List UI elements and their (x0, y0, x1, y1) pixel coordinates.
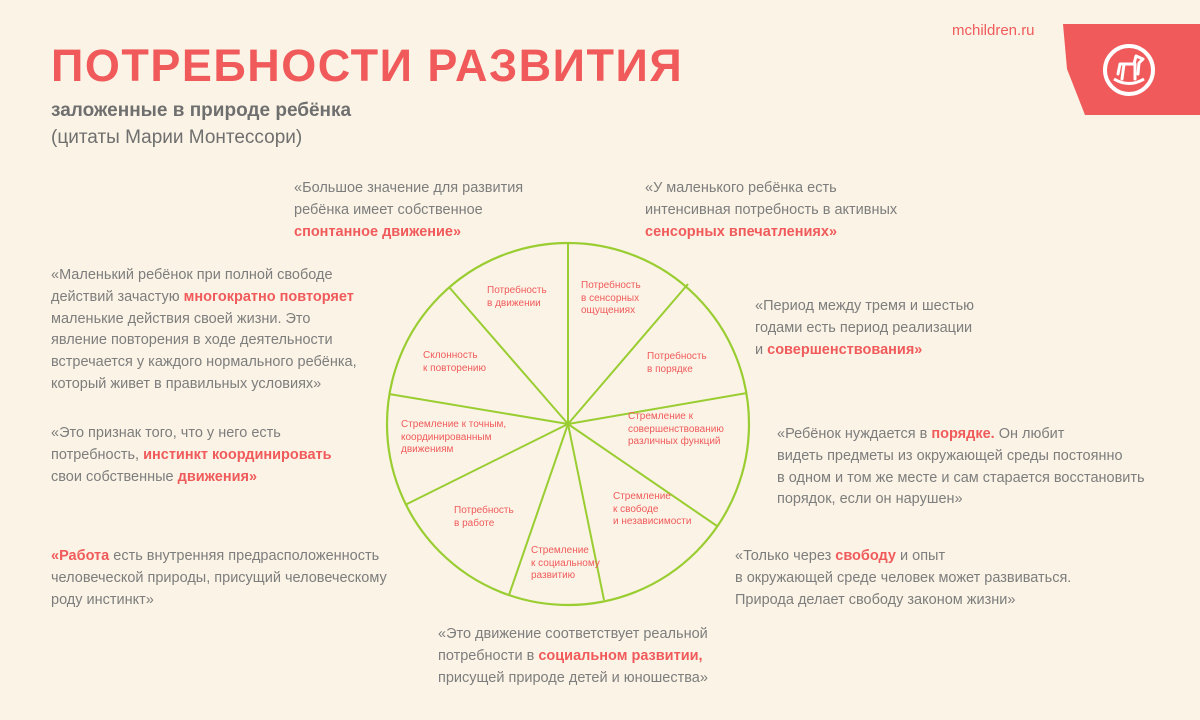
quote-highlight: многократно повторяет (183, 288, 354, 305)
quote-line (51, 546, 387, 568)
quote-highlight: спонтанное движение» (294, 223, 462, 240)
quote-text: потребность, (51, 446, 144, 463)
quote-repetition (51, 265, 357, 396)
quote-line (438, 646, 708, 668)
quote-text: «Это признак того, что у него есть (51, 425, 281, 441)
site-link[interactable]: mchildren.ru (952, 22, 1035, 39)
quote-line (51, 330, 357, 352)
quote-text: маленькие действия своей жизни. Это (51, 310, 311, 327)
segment-repetition: Склонность к повторению (423, 350, 486, 374)
quote-text: «Это движение соответствует реальной (438, 626, 708, 642)
quote-line (735, 546, 1071, 568)
quote-text: и (755, 341, 768, 358)
quote-text: свои собственные (51, 468, 178, 485)
quote-order (777, 424, 1145, 511)
quote-coordination (51, 423, 332, 488)
quote-line (51, 445, 332, 467)
quote-highlight: свободу (835, 548, 896, 564)
quote-line (51, 287, 357, 309)
quote-line (755, 296, 974, 318)
quote-line (777, 489, 1145, 511)
quote-text: действий зачастую (51, 288, 184, 305)
quote-work (51, 546, 387, 611)
quote-line (777, 424, 1145, 446)
segment-freedom: Стремление к свободе и независимости (613, 491, 692, 527)
quote-line (645, 178, 897, 200)
segment-work: Потребность в работе (454, 505, 514, 529)
quote-highlight: совершенствования» (767, 341, 923, 358)
quote-line (294, 178, 523, 200)
quote-sensory (645, 178, 897, 243)
quote-line (51, 590, 387, 612)
quote-text: ребёнка имеет собственное (294, 201, 483, 218)
quote-highlight: сенсорных впечатлениях» (645, 223, 838, 240)
quote-text: человеческой природы, присущий человеческому (51, 569, 387, 586)
quote-text: «Период между тремя и шестью (755, 298, 975, 314)
quote-line (51, 423, 332, 445)
quote-text: «У маленького ребёнка есть (645, 180, 837, 196)
quote-text: встречается у каждого нормального ребёнка, (51, 354, 357, 371)
quote-text: в одном и том же месте и сам старается восстановить (777, 469, 1145, 486)
page-subtitle-source: (цитаты Марии Монтессори) (51, 127, 303, 148)
quote-line (51, 265, 357, 287)
quote-text: видеть предметы из окружающей среды постоянно (777, 447, 1123, 464)
quote-line (51, 467, 332, 489)
quote-text: «Большое значение для развития (294, 180, 524, 196)
quote-text: Он любит (994, 426, 1065, 442)
quote-text: годами есть период реализации (755, 319, 973, 336)
quote-line (51, 568, 387, 590)
quote-text: и опыт (895, 548, 946, 564)
quote-text: в окружающей среде человек может развиваться. (735, 569, 1072, 586)
quote-text: «Ребёнок нуждается в (777, 426, 932, 442)
quote-line (755, 340, 974, 362)
quote-line (645, 200, 897, 222)
segment-movement: Потребность в движении (487, 285, 547, 309)
quote-line (438, 624, 708, 646)
quote-text: присущей природе детей и юношества» (438, 669, 708, 686)
quote-text: Природа делает свободу законом жизни» (735, 591, 1016, 608)
quote-social (438, 624, 708, 689)
segment-order: Потребность в порядке (647, 351, 707, 375)
quote-text: есть внутренняя предрасположенность (109, 548, 380, 564)
quote-text: «Маленький ребёнок при полной свободе (51, 267, 333, 283)
quote-highlight: движения» (177, 468, 258, 485)
quote-line (438, 668, 708, 690)
quote-text: интенсивная потребность в активных (645, 201, 898, 218)
quote-text: потребности в (438, 647, 539, 664)
quote-text: порядок, если он нарушен» (777, 491, 963, 508)
quote-perfection (755, 296, 974, 361)
segment-coordination: Стремление к точным, координированным движениям (401, 419, 507, 455)
page-subtitle: заложенные в природе ребёнка (51, 100, 352, 121)
quote-highlight: социальном развитии, (538, 647, 703, 664)
segment-perfection: Стремление к совершенствованию различных функций (628, 411, 724, 447)
quote-line (51, 352, 357, 374)
page-title: ПОТРЕБНОСТИ РАЗВИТИЯ (51, 40, 684, 91)
quote-line (51, 374, 357, 396)
quote-freedom (735, 546, 1071, 611)
quote-line (735, 568, 1071, 590)
quote-text: явление повторения в ходе деятельности (51, 332, 333, 349)
quote-movement (294, 178, 523, 243)
quote-text: «Только через (735, 548, 836, 564)
quote-line (735, 590, 1071, 612)
quote-line (777, 468, 1145, 490)
quote-text: который живет в правильных условиях» (51, 375, 322, 392)
brand-flag (1063, 24, 1200, 115)
quote-line (755, 318, 974, 340)
quote-line (294, 200, 523, 222)
quote-highlight: «Работа (51, 548, 110, 564)
quote-text: роду инстинкт» (51, 591, 154, 608)
segment-social: Стремление к социальному развитию (531, 545, 600, 581)
segment-sensory: Потребность в сенсорных ощущениях (581, 280, 641, 316)
quote-highlight: инстинкт координировать (143, 446, 332, 463)
quote-highlight: порядке. (931, 426, 995, 442)
quote-line (51, 309, 357, 331)
quote-line (777, 446, 1145, 468)
